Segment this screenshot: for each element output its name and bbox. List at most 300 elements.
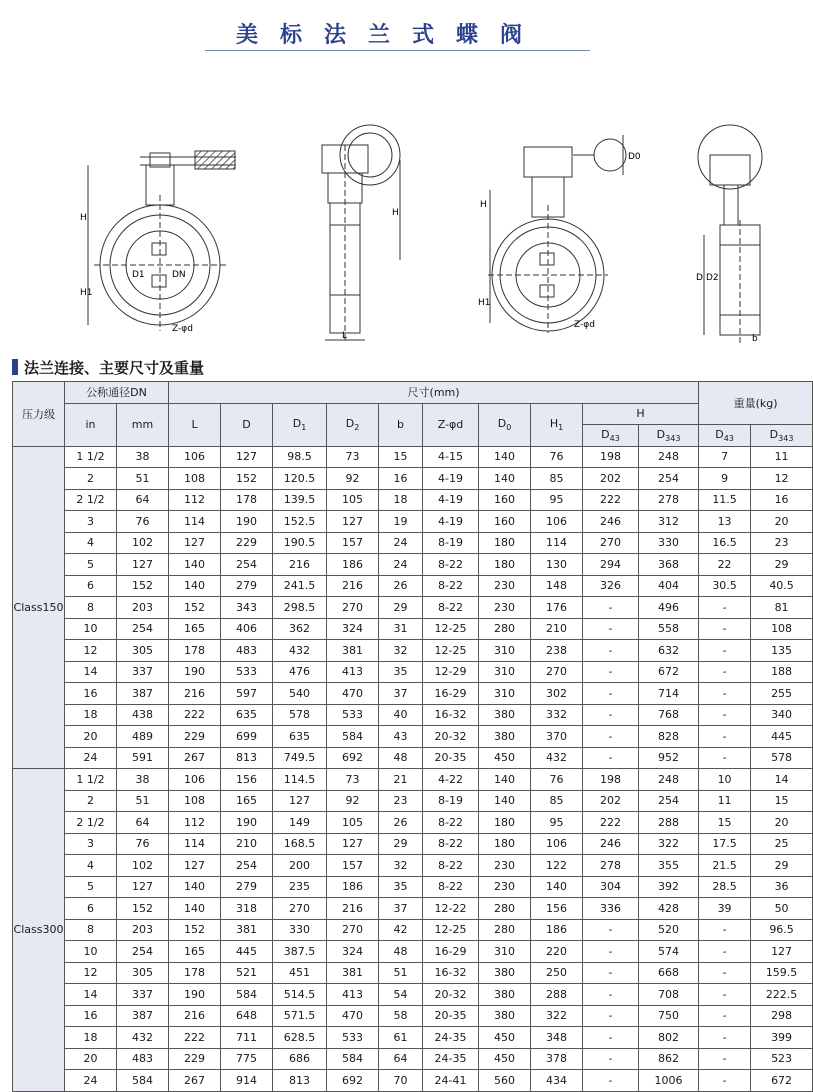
table-cell: 11.5 xyxy=(699,489,751,511)
table-cell: 148 xyxy=(531,575,583,597)
table-row xyxy=(13,532,813,554)
table-cell: 775 xyxy=(221,1048,273,1070)
table-cell: - xyxy=(583,597,639,619)
table-cell: - xyxy=(583,704,639,726)
table-cell: 381 xyxy=(327,962,379,984)
table-cell: 686 xyxy=(273,1048,327,1070)
table-row xyxy=(13,704,813,726)
table-row xyxy=(13,575,813,597)
table-cell: 20 xyxy=(751,812,813,834)
header-H-D43: $D_{43}$ xyxy=(583,425,639,447)
table-cell: 20 xyxy=(65,726,117,748)
table-cell: 483 xyxy=(117,1048,169,1070)
table-row xyxy=(13,597,813,619)
table-cell: 254 xyxy=(639,790,699,812)
label-H1-front: H1 xyxy=(478,298,491,308)
table-cell: 15 xyxy=(699,812,751,834)
table-cell: 330 xyxy=(639,532,699,554)
table-cell: 496 xyxy=(639,597,699,619)
table-cell: 591 xyxy=(117,747,169,769)
table-cell: 135 xyxy=(751,640,813,662)
table-cell: - xyxy=(699,1005,751,1027)
table-cell: 105 xyxy=(327,812,379,834)
table-cell: 159.5 xyxy=(751,962,813,984)
header-b: b xyxy=(379,403,423,446)
table-row xyxy=(13,640,813,662)
table-cell: 222 xyxy=(169,704,221,726)
header-D0: $D_0$ xyxy=(479,403,531,446)
table-cell: - xyxy=(699,962,751,984)
table-cell: 186 xyxy=(327,876,379,898)
table-cell: 198 xyxy=(583,446,639,468)
table-cell: 39 xyxy=(699,898,751,920)
table-cell: 16-32 xyxy=(423,962,479,984)
table-cell: 476 xyxy=(273,661,327,683)
table-row xyxy=(13,962,813,984)
header-mm: mm xyxy=(117,403,169,446)
table-cell: 523 xyxy=(751,1048,813,1070)
table-cell: 2 xyxy=(65,468,117,490)
table-cell: 70 xyxy=(379,1070,423,1092)
table-cell: 40 xyxy=(379,704,423,726)
table-cell: 280 xyxy=(479,919,531,941)
table-cell: - xyxy=(583,984,639,1006)
table-row xyxy=(13,683,813,705)
table-cell: 51 xyxy=(117,790,169,812)
table-cell: 302 xyxy=(531,683,583,705)
table-cell: - xyxy=(699,683,751,705)
table-cell: 246 xyxy=(583,511,639,533)
table-cell: 22 xyxy=(699,554,751,576)
table-cell: 254 xyxy=(117,618,169,640)
table-cell: 5 xyxy=(65,876,117,898)
table-cell: 120.5 xyxy=(273,468,327,490)
table-cell: 108 xyxy=(751,618,813,640)
table-cell: 288 xyxy=(639,812,699,834)
table-cell: 862 xyxy=(639,1048,699,1070)
table-cell: 533 xyxy=(221,661,273,683)
table-cell: 16.5 xyxy=(699,532,751,554)
table-cell: 216 xyxy=(169,1005,221,1027)
table-cell: 298 xyxy=(751,1005,813,1027)
table-row xyxy=(13,726,813,748)
table-cell: 157 xyxy=(327,855,379,877)
table-cell: 584 xyxy=(327,1048,379,1070)
table-cell: - xyxy=(583,962,639,984)
table-cell: 12 xyxy=(751,468,813,490)
table-cell: 139.5 xyxy=(273,489,327,511)
table-cell: 140 xyxy=(169,898,221,920)
table-cell: 127 xyxy=(751,941,813,963)
table-cell: 768 xyxy=(639,704,699,726)
table-cell: 54 xyxy=(379,984,423,1006)
table-cell: 24 xyxy=(379,532,423,554)
table-cell: 29 xyxy=(379,597,423,619)
table-cell: 4 xyxy=(65,855,117,877)
table-cell: 8 xyxy=(65,919,117,941)
table-cell: 828 xyxy=(639,726,699,748)
table-cell: 160 xyxy=(479,489,531,511)
table-cell: 24-35 xyxy=(423,1027,479,1049)
table-cell: - xyxy=(699,1048,751,1070)
table-cell: - xyxy=(699,1070,751,1092)
table-cell: 288 xyxy=(531,984,583,1006)
table-cell: 514.5 xyxy=(273,984,327,1006)
table-cell: 387 xyxy=(117,1005,169,1027)
table-cell: 203 xyxy=(117,597,169,619)
table-cell: 558 xyxy=(639,618,699,640)
table-cell: 35 xyxy=(379,876,423,898)
table-cell: 92 xyxy=(327,790,379,812)
header-L: L xyxy=(169,403,221,446)
table-cell: 254 xyxy=(221,554,273,576)
table-cell: 254 xyxy=(221,855,273,877)
header-weight-D43: $D_{43}$ xyxy=(699,425,751,447)
table-cell: 270 xyxy=(531,661,583,683)
table-cell: 270 xyxy=(583,532,639,554)
table-cell: 952 xyxy=(639,747,699,769)
table-cell: 28.5 xyxy=(699,876,751,898)
table-cell: 378 xyxy=(531,1048,583,1070)
table-cell: 255 xyxy=(751,683,813,705)
table-cell: - xyxy=(699,984,751,1006)
table-row xyxy=(13,984,813,1006)
table-cell: 310 xyxy=(479,683,531,705)
table-cell: 73 xyxy=(327,769,379,791)
header-weight: 重量(kg) xyxy=(699,382,813,425)
table-cell: - xyxy=(583,1070,639,1092)
table-row xyxy=(13,833,813,855)
table-cell: 176 xyxy=(531,597,583,619)
table-cell: 381 xyxy=(327,640,379,662)
table-cell: 267 xyxy=(169,1070,221,1092)
table-cell: 37 xyxy=(379,898,423,920)
table-cell: - xyxy=(583,661,639,683)
table-cell: 392 xyxy=(639,876,699,898)
table-cell: 64 xyxy=(379,1048,423,1070)
lever-valve-front-drawing xyxy=(80,95,240,335)
table-cell: 198 xyxy=(583,769,639,791)
label-L: L xyxy=(342,331,348,341)
table-cell: 560 xyxy=(479,1070,531,1092)
table-cell: 15 xyxy=(379,446,423,468)
table-cell: 157 xyxy=(327,532,379,554)
table-cell: 190 xyxy=(169,661,221,683)
gear-valve-front-drawing xyxy=(478,95,648,335)
section-heading xyxy=(12,357,204,377)
table-cell: 3 xyxy=(65,833,117,855)
title-underline xyxy=(205,50,590,51)
table-cell: 432 xyxy=(531,747,583,769)
table-cell: 254 xyxy=(117,941,169,963)
table-cell: 23 xyxy=(751,532,813,554)
table-cell: 8-22 xyxy=(423,575,479,597)
table-cell: 8-22 xyxy=(423,833,479,855)
table-cell: 270 xyxy=(327,919,379,941)
table-cell: 312 xyxy=(639,511,699,533)
table-cell: 38 xyxy=(117,446,169,468)
table-cell: 190 xyxy=(221,511,273,533)
table-cell: 1 1/2 xyxy=(65,769,117,791)
table-cell: 337 xyxy=(117,661,169,683)
table-cell: 106 xyxy=(169,769,221,791)
table-cell: 11 xyxy=(699,790,751,812)
table-cell: 692 xyxy=(327,1070,379,1092)
table-cell: 305 xyxy=(117,640,169,662)
table-row xyxy=(13,468,813,490)
table-cell: 140 xyxy=(479,446,531,468)
table-cell: 222 xyxy=(583,812,639,834)
table-cell: 337 xyxy=(117,984,169,1006)
table-cell: 19 xyxy=(379,511,423,533)
table-cell: 584 xyxy=(327,726,379,748)
table-cell: 279 xyxy=(221,575,273,597)
table-cell: 387 xyxy=(117,683,169,705)
table-cell: 380 xyxy=(479,704,531,726)
table-cell: 51 xyxy=(117,468,169,490)
table-cell: 36 xyxy=(751,876,813,898)
table-cell: - xyxy=(699,597,751,619)
table-cell: 149 xyxy=(273,812,327,834)
table-cell: 9 xyxy=(699,468,751,490)
table-cell: 267 xyxy=(169,747,221,769)
table-cell: 914 xyxy=(221,1070,273,1092)
table-cell: 12-22 xyxy=(423,898,479,920)
table-cell: 20-32 xyxy=(423,984,479,1006)
table-row xyxy=(13,790,813,812)
table-cell: 76 xyxy=(531,446,583,468)
table-cell: 11 xyxy=(751,446,813,468)
table-cell: 106 xyxy=(531,511,583,533)
table-cell: 387.5 xyxy=(273,941,327,963)
table-cell: 14 xyxy=(751,769,813,791)
table-cell: 470 xyxy=(327,1005,379,1027)
table-cell: 85 xyxy=(531,790,583,812)
table-cell: 92 xyxy=(327,468,379,490)
table-cell: 20-32 xyxy=(423,726,479,748)
table-cell: 112 xyxy=(169,489,221,511)
table-cell: 10 xyxy=(65,941,117,963)
table-cell: 35 xyxy=(379,661,423,683)
table-cell: 8-22 xyxy=(423,812,479,834)
table-cell: 4-19 xyxy=(423,489,479,511)
table-cell: 190 xyxy=(221,812,273,834)
label-H1: H1 xyxy=(80,288,93,298)
table-cell: 445 xyxy=(751,726,813,748)
table-cell: 254 xyxy=(639,468,699,490)
table-cell: - xyxy=(699,661,751,683)
table-cell: - xyxy=(699,919,751,941)
table-cell: 16 xyxy=(65,1005,117,1027)
table-row xyxy=(13,446,813,468)
table-cell: - xyxy=(583,1005,639,1027)
table-cell: 152 xyxy=(169,597,221,619)
table-cell: 85 xyxy=(531,468,583,490)
table-cell: 340 xyxy=(751,704,813,726)
label-D1: D1 xyxy=(132,270,145,280)
table-cell: - xyxy=(699,640,751,662)
table-cell: 48 xyxy=(379,941,423,963)
table-cell: 672 xyxy=(751,1070,813,1092)
table-cell: 127 xyxy=(117,876,169,898)
table-cell: 190 xyxy=(169,984,221,1006)
table-cell: 186 xyxy=(327,554,379,576)
header-H-D343: $D_{343}$ xyxy=(639,425,699,447)
table-cell: 310 xyxy=(479,661,531,683)
section-title: 法兰连接、主要尺寸及重量 xyxy=(24,358,205,377)
table-cell: 216 xyxy=(327,575,379,597)
table-cell: 220 xyxy=(531,941,583,963)
table-cell: 343 xyxy=(221,597,273,619)
table-cell: 270 xyxy=(327,597,379,619)
table-cell: - xyxy=(699,704,751,726)
table-cell: 152.5 xyxy=(273,511,327,533)
table-cell: 332 xyxy=(531,704,583,726)
table-cell: - xyxy=(583,747,639,769)
table-row xyxy=(13,511,813,533)
table-cell: 635 xyxy=(273,726,327,748)
table-cell: 305 xyxy=(117,962,169,984)
table-cell: 18 xyxy=(379,489,423,511)
table-cell: 16 xyxy=(751,489,813,511)
table-cell: 451 xyxy=(273,962,327,984)
table-cell: 216 xyxy=(273,554,327,576)
table-cell: 18 xyxy=(65,704,117,726)
table-cell: 8-22 xyxy=(423,597,479,619)
table-cell: 178 xyxy=(169,962,221,984)
table-cell: 279 xyxy=(221,876,273,898)
table-cell: 324 xyxy=(327,941,379,963)
table-cell: 8-19 xyxy=(423,790,479,812)
table-cell: 127 xyxy=(221,446,273,468)
label-b: b xyxy=(752,334,758,344)
table-cell: 202 xyxy=(583,468,639,490)
table-cell: 127 xyxy=(169,532,221,554)
table-cell: - xyxy=(583,1048,639,1070)
table-cell: 165 xyxy=(221,790,273,812)
table-cell: 1006 xyxy=(639,1070,699,1092)
table-cell: 571.5 xyxy=(273,1005,327,1027)
table-cell: 310 xyxy=(479,941,531,963)
label-H-side: H xyxy=(392,208,399,218)
table-cell: 248 xyxy=(639,446,699,468)
table-cell: 229 xyxy=(169,726,221,748)
table-cell: 380 xyxy=(479,726,531,748)
table-cell: 432 xyxy=(273,640,327,662)
table-cell: 632 xyxy=(639,640,699,662)
table-cell: 13 xyxy=(699,511,751,533)
gear-valve-side-drawing xyxy=(300,95,420,345)
table-cell: 235 xyxy=(273,876,327,898)
table-cell: 714 xyxy=(639,683,699,705)
table-cell: 520 xyxy=(639,919,699,941)
table-row xyxy=(13,898,813,920)
table-cell: 127 xyxy=(273,790,327,812)
table-cell: 140 xyxy=(479,468,531,490)
table-cell: 750 xyxy=(639,1005,699,1027)
table-cell: 222 xyxy=(583,489,639,511)
table-cell: 48 xyxy=(379,747,423,769)
table-cell: 30.5 xyxy=(699,575,751,597)
table-cell: 140 xyxy=(169,876,221,898)
table-cell: 32 xyxy=(379,640,423,662)
table-cell: - xyxy=(583,640,639,662)
table-cell: 24 xyxy=(379,554,423,576)
table-cell: 165 xyxy=(169,941,221,963)
table-cell: 202 xyxy=(583,790,639,812)
table-cell: 428 xyxy=(639,898,699,920)
table-cell: 114 xyxy=(169,511,221,533)
table-cell: 578 xyxy=(273,704,327,726)
table-cell: 21 xyxy=(379,769,423,791)
table-cell: 73 xyxy=(327,446,379,468)
table-cell: 672 xyxy=(639,661,699,683)
table-cell: 648 xyxy=(221,1005,273,1027)
table-cell: 450 xyxy=(479,1027,531,1049)
table-cell: 1 1/2 xyxy=(65,446,117,468)
table-cell: 114 xyxy=(531,532,583,554)
table-row xyxy=(13,812,813,834)
table-cell: - xyxy=(583,1027,639,1049)
table-cell: 140 xyxy=(169,554,221,576)
table-cell: 21.5 xyxy=(699,855,751,877)
table-cell: 216 xyxy=(327,898,379,920)
table-cell: - xyxy=(583,726,639,748)
table-cell: 450 xyxy=(479,747,531,769)
table-cell: 5 xyxy=(65,554,117,576)
table-cell: 20-35 xyxy=(423,747,479,769)
table-cell: 322 xyxy=(531,1005,583,1027)
table-cell: 152 xyxy=(117,575,169,597)
table-cell: 229 xyxy=(169,1048,221,1070)
table-cell: 24-41 xyxy=(423,1070,479,1092)
table-cell: 25 xyxy=(751,833,813,855)
table-cell: 152 xyxy=(117,898,169,920)
table-row xyxy=(13,661,813,683)
table-cell: 127 xyxy=(327,833,379,855)
table-cell: 399 xyxy=(751,1027,813,1049)
table-cell: 76 xyxy=(117,833,169,855)
table-cell: - xyxy=(699,618,751,640)
table-cell: 12-29 xyxy=(423,661,479,683)
table-cell: 4-19 xyxy=(423,511,479,533)
table-cell: 813 xyxy=(273,1070,327,1092)
header-pressure: 压力级 xyxy=(13,382,65,447)
table-cell: 222 xyxy=(169,1027,221,1049)
label-DN: DN xyxy=(172,270,186,280)
table-cell: 6 xyxy=(65,898,117,920)
header-dimensions: 尺寸(mm) xyxy=(169,382,699,404)
table-cell: 628.5 xyxy=(273,1027,327,1049)
table-cell: 8-22 xyxy=(423,855,479,877)
label-D0: D0 xyxy=(628,152,641,162)
table-cell: 229 xyxy=(221,532,273,554)
table-row xyxy=(13,1070,813,1092)
table-cell: 112 xyxy=(169,812,221,834)
table-cell: 10 xyxy=(65,618,117,640)
table-cell: 470 xyxy=(327,683,379,705)
table-cell: 2 1/2 xyxy=(65,489,117,511)
table-cell: 692 xyxy=(327,747,379,769)
table-cell: 152 xyxy=(169,919,221,941)
table-cell: 404 xyxy=(639,575,699,597)
table-cell: 203 xyxy=(117,919,169,941)
table-cell: 140 xyxy=(169,575,221,597)
table-cell: 127 xyxy=(327,511,379,533)
table-cell: 230 xyxy=(479,876,531,898)
table-cell: 95 xyxy=(531,489,583,511)
table-cell: 81 xyxy=(751,597,813,619)
